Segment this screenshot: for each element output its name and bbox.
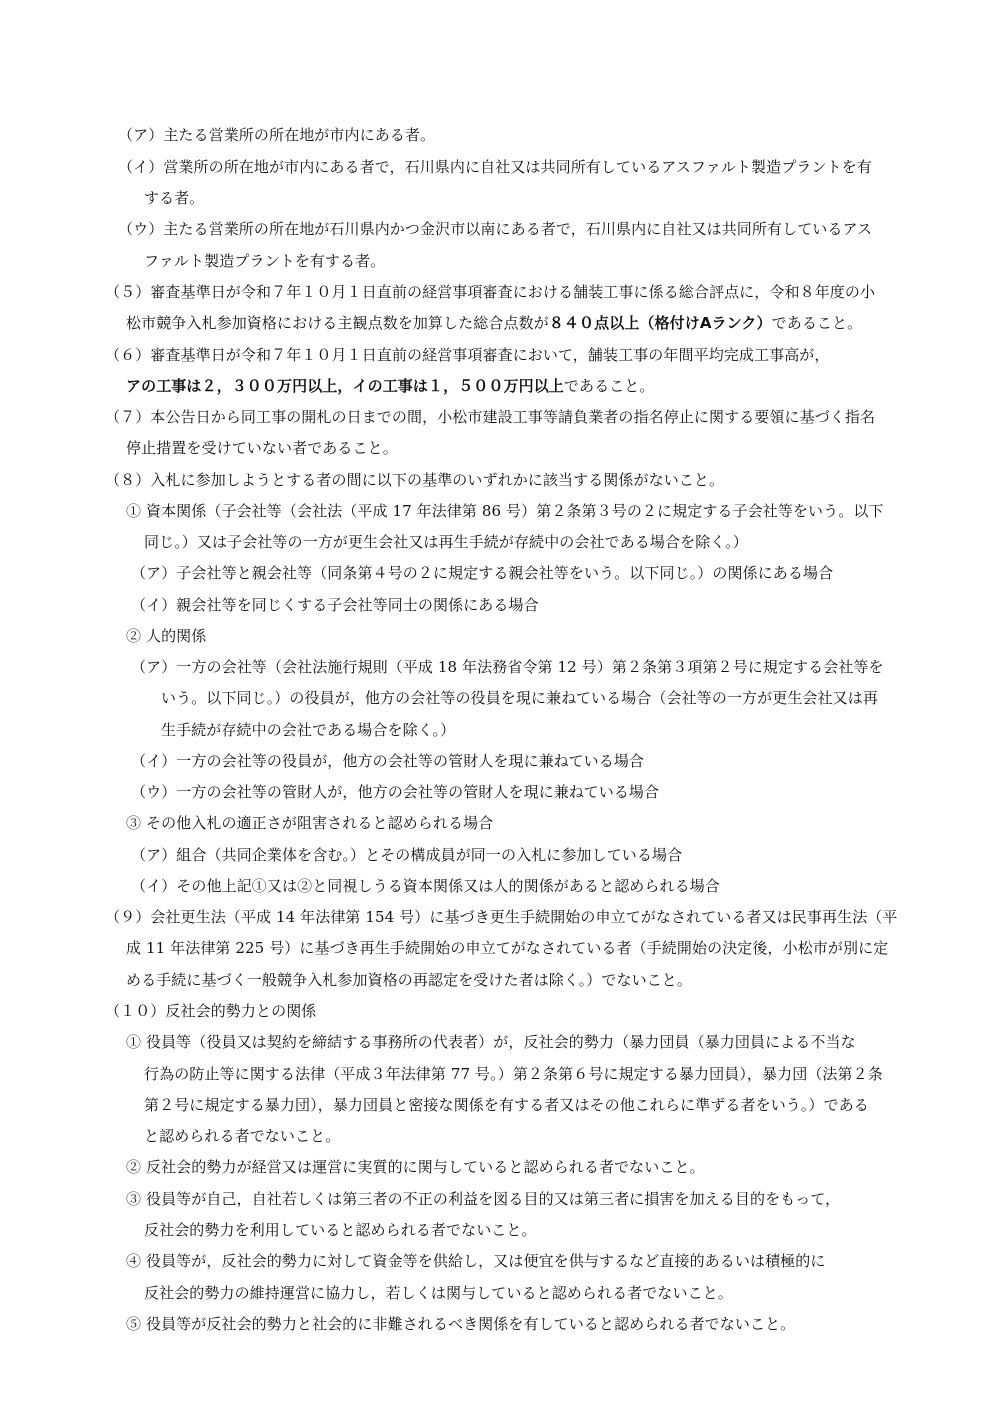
text-line: 行為の防止等に関する法律（平成３年法律第 77 号。）第２条第６号に規定する暴力団員），暴力団（法第２条 [144,1065,883,1083]
text-line: 成 11 年法律第 225 号）に基づき再生手続開始の申立てがなされている者（手続開始の決定後，小松市が別に定 [126,939,889,957]
text-segment: 松市競争入札参加資格における主観点数を加算した総合点数が [126,314,549,332]
text-segment: であること。 [771,314,863,332]
text-line: 第２号に規定する暴力団），暴力団員と密接な関係を有する者又はその他これらに準ずる者をいう。）である [144,1096,869,1114]
text-line: 反社会的勢力の維持運営に協力し，若しくは関与していると認められる者でないこと。 [144,1284,733,1302]
text-line: （６）審査基準日が令和７年１０月１日直前の経営事項審査において，舗装工事の年間平均完成工事高が， [105,346,830,364]
text-line: ファルト製造プラントを有する者。 [144,252,386,270]
text-line: （イ）営業所の所在地が市内にある者で，石川県内に自社又は共同所有しているアスファルト製造プラントを有 [118,158,872,176]
text-line: （イ）その他上記①又は②と同視しうる資本関係又は人的関係があると認められる場合 [131,877,720,895]
text-line: （８）入札に参加しようとする者の間に以下の基準のいずれかに該当する関係がないこと。 [105,471,725,489]
text-line: （ア）一方の会社等（会社法施行規則（平成 18 年法務省令第 12 号）第２条第３項第２号に規定する会社等を [131,658,884,676]
text-line: 同じ。）又は子会社等の一方が更生会社又は再生手続が存続中の会社である場合を除く。） [144,533,748,551]
text-line: 生手続が存続中の会社である場合を除く。） [161,721,456,739]
text-line: 停止措置を受けていない者であること。 [126,439,398,457]
text-line: （ア）子会社等と親会社等（同条第４号の２に規定する親会社等をいう。以下同じ。）の関係にある場合 [131,564,834,582]
text-line: いう。以下同じ。）の役員が，他方の会社等の役員を現に兼ねている場合（会社等の一方が更生会社又は再 [161,689,878,707]
text-line: （７）本公告日から同工事の開札の日までの間，小松市建設工事等請負業者の指名停止に関する要領に基づく指名 [105,408,876,426]
text-line: ③ 役員等が自己，自社若しくは第三者の不正の利益を図る目的又は第三者に損害を加える目的をもって， [126,1190,841,1208]
text-line: ④ 役員等が，反社会的勢力に対して資金等を供給し，又は便宜を供与するなど直接的あるいは積極的に [126,1252,826,1270]
text-line: ① 役員等（役員又は契約を締結する事務所の代表者）が，反社会的勢力（暴力団員（暴力団員による不当な [126,1033,856,1051]
text-line: （５）審査基準日が令和７年１０月１日直前の経営事項審査における舗装工事に係る総合評点に，令和８年度の小 [105,283,876,301]
text-line: （９）会社更生法（平成 14 年法律第 154 号）に基づき更生手続開始の申立てがなされている者又は民事再生法（平 [105,908,898,926]
text-line: ③ その他入札の適正さが阻害されると認められる場合 [126,814,494,832]
emphasis-text: ８４０点以上（格付けAランク） [548,314,772,332]
text-line: ① 資本関係（子会社等（会社法（平成 17 年法律第 86 号）第２条第３号の２に規定する子会社等をいう。以下 [126,502,884,520]
text-line: める手続に基づく一般競争入札参加資格の再認定を受けた者は除く。）でないこと。 [126,971,693,989]
text-line [126,313,862,333]
text-line: （イ）親会社等を同じくする子会社等同士の関係にある場合 [131,596,539,614]
text-line: する者。 [144,189,205,207]
emphasis-text: アの工事は２，３００万円以上，イの工事は１，５００万円以上 [126,377,564,395]
text-line: （イ）一方の会社等の役員が，他方の会社等の管財人を現に兼ねている場合 [131,752,645,770]
text-line: （ウ）一方の会社等の管財人が，他方の会社等の管財人を現に兼ねている場合 [131,783,660,801]
text-line [126,376,655,396]
text-line: （ア）組合（共同企業体を含む。）とその構成員が同一の入札に参加している場合 [131,846,683,864]
text-line: ② 反社会的勢力が経営又は運営に実質的に関与していると認められる者でないこと。 [126,1158,705,1176]
text-line: （１０）反社会的勢力との関係 [105,1002,317,1020]
text-line: （ア）主たる営業所の所在地が市内にある者。 [118,126,436,144]
text-line: 反社会的勢力を利用していると認められる者でないこと。 [144,1221,537,1239]
text-line: ② 人的関係 [126,627,207,645]
text-line: ⑤ 役員等が反社会的勢力と社会的に非難されるべき関係を有していると認められる者でないこと。 [126,1315,796,1333]
text-segment: であること。 [563,377,655,395]
text-line: （ウ）主たる営業所の所在地が石川県内かつ金沢市以南にある者で，石川県内に自社又は共同所有しているアス [118,220,873,238]
text-line: と認められる者でないこと。 [144,1127,341,1145]
